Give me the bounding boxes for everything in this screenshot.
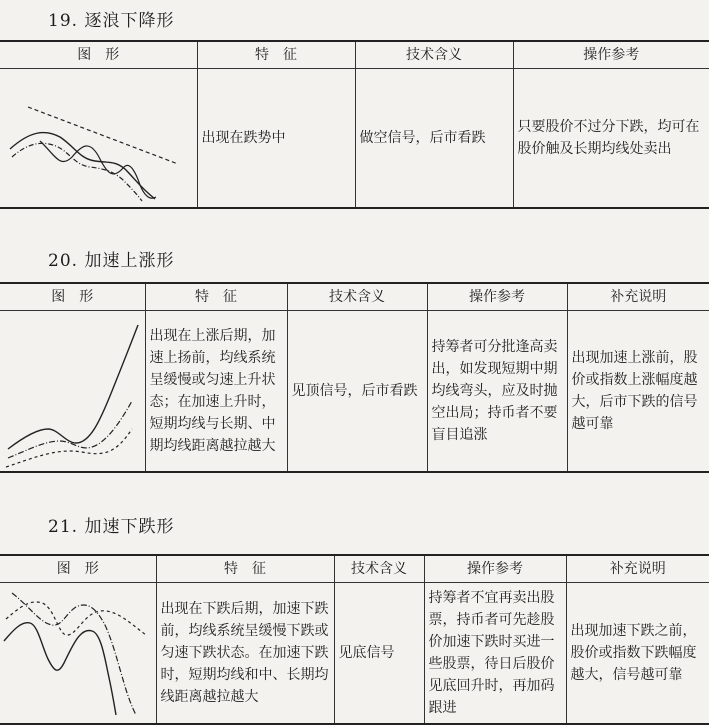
section-title-21: 21. 加速下跌形: [48, 517, 175, 537]
accelerating-decline-figure: [0, 583, 156, 723]
header-row: [0, 41, 709, 69]
header-row: [0, 283, 709, 311]
pattern-table-19: [0, 40, 709, 209]
table-row: [0, 583, 709, 725]
operation-cell: 持筹者不宜再卖出股票，持币者可先趁股价加速下跌时买进一些股票，待日后股价见底回升时，再加码跟进: [424, 583, 566, 725]
header-operation: 操作参考: [427, 283, 567, 311]
meaning-cell: 见底信号: [334, 583, 424, 725]
meaning-cell: 见顶信号，后市看跌: [287, 311, 427, 473]
table-row: [0, 311, 709, 473]
header-meaning: 技术含义: [355, 41, 513, 69]
header-meaning: 技术含义: [287, 283, 427, 311]
meaning-cell: 做空信号，后市看跌: [355, 69, 513, 209]
pattern-table-20: [0, 282, 709, 473]
header-operation: 操作参考: [513, 41, 709, 69]
header-note: 补充说明: [566, 555, 709, 583]
feature-cell: 出现在下跌后期，加速下跌前，均线系统呈缓慢下跌或匀速下跌状态。在加速下跌时，短期均线和中、长期均线距离越拉越大: [156, 583, 334, 725]
header-feature: 特 征: [197, 41, 355, 69]
header-feature: 特 征: [145, 283, 287, 311]
pattern-figure: [0, 69, 197, 209]
header-note: 补充说明: [567, 283, 709, 311]
header-feature: 特 征: [156, 555, 334, 583]
header-figure: 图 形: [0, 41, 197, 69]
table-row: [0, 69, 709, 209]
operation-cell: 只要股价不过分下跌，均可在股价触及长期均线处卖出: [513, 69, 709, 209]
descending-wave-figure: [0, 69, 197, 207]
section-title-20: 20. 加速上涨形: [48, 251, 175, 271]
note-cell: 出现加速下跌之前，股价或指数下跌幅度越大，信号越可靠: [566, 583, 709, 725]
header-figure: 图 形: [0, 283, 145, 311]
pattern-table-21: [0, 554, 709, 725]
operation-cell: 持筹者可分批逢高卖出，如发现短期中期均线弯头，应及时抛空出局；持币者不要盲目追涨: [427, 311, 567, 473]
header-meaning: 技术含义: [334, 555, 424, 583]
pattern-figure: [0, 311, 145, 473]
note-cell: 出现加速上涨前，股价或指数上涨幅度越大，后市下跌的信号越可靠: [567, 311, 709, 473]
section-title-19: 19. 逐浪下降形: [48, 11, 175, 31]
accelerating-rise-figure: [0, 311, 145, 471]
header-row: [0, 555, 709, 583]
header-operation: 操作参考: [424, 555, 566, 583]
feature-cell: 出现在跌势中: [197, 69, 355, 209]
pattern-figure: [0, 583, 156, 725]
header-figure: 图 形: [0, 555, 156, 583]
feature-cell: 出现在上涨后期，加速上扬前，均线系统呈缓慢或匀速上升状态；在加速上升时，短期均线与长期、中期均线距离越拉越大: [145, 311, 287, 473]
